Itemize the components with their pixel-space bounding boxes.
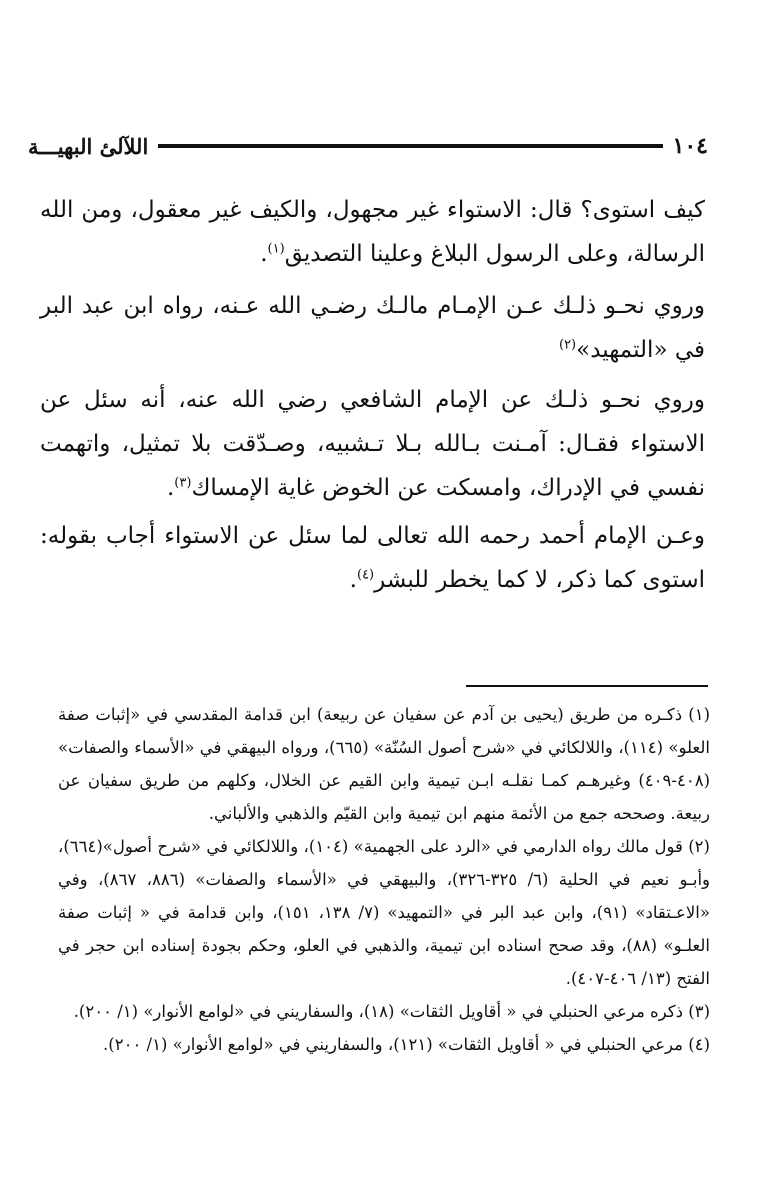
running-title: اللآلئ البهيـــة xyxy=(28,133,149,159)
page-header xyxy=(28,126,708,166)
footnote-text: ذكره مرعي الحنبلي في « أقاويل الثقات» (١٨)، والسفاريني في «لوامع الأنوار» (١/ ٢٠٠). xyxy=(73,1002,683,1021)
footnote xyxy=(58,995,710,1028)
footnote xyxy=(58,698,710,830)
page-number: ١٠٤ xyxy=(672,133,708,159)
footnote-ref: (٣) xyxy=(174,475,192,491)
footnote-ref: (٢) xyxy=(558,337,577,353)
footnote-number: (٤) xyxy=(688,1035,710,1054)
footnote-text: مرعي الحنبلي في « أقاويل الثقات» (١٢١)، والسفاريني في «لوامع الأنوار» (١/ ٢٠٠). xyxy=(103,1035,683,1054)
paragraph xyxy=(40,188,705,276)
paragraph-text: كيف استوى؟ قال: الاستواء غير مجهول، والكيف غير معقول، ومن الله الرسالة، وعلى الرسول البلاغ وعلينا التصديق xyxy=(40,197,705,267)
footnote-ref: (٤) xyxy=(356,567,375,583)
footnote-number: (٢) xyxy=(688,837,710,856)
paragraph-text: وعـن الإمام أحمد رحمه الله تعالى لما سئل عن الاستواء أجاب بقوله: استوى كما ذكر، لا كما يخطر للبشر xyxy=(40,523,705,593)
footnotes xyxy=(58,698,710,1061)
paragraph-text: وروي نحـو ذلـك عـن الإمـام مالـك رضـي الله عـنه، رواه ابن عبد البر في «التمهيد» xyxy=(40,293,705,363)
paragraph-end: . xyxy=(349,567,357,593)
footnote-text: قول مالك رواه الدارمي في «الرد على الجهمية» (١٠٤)، واللالكائي في «شرح أصول»(٦٦٤)، وأبـو نعيم في الحلية (٦/ ٣٢٥-٣٢٦)، والبيهقي في «الأسماء والصفات» (٨٨٦، ٨٦٧)، وفي «الاعـتقاد» (٩١)، وابن عبد البر في «التمهيد» (٧/ ١٣٨، ١٥١)، وابن قدامة في « إثبات صفة العلـو» (٨٨)، وقد صحح اسناده ابن تيمية، والذهبي في العلو، وحكم بجودة إسناده ابن حجر في الفتح (١٣/ ٤٠٦-٤٠٧). xyxy=(58,837,711,988)
header-rule xyxy=(158,144,662,148)
footnote-number: (٣) xyxy=(688,1002,710,1021)
footnote-number: (١) xyxy=(688,705,710,724)
footnote-separator xyxy=(466,685,708,687)
paragraph xyxy=(40,514,705,602)
paragraph-text: وروي نحـو ذلـك عن الإمام الشافعي رضي الله عنه، أنه سئل عن الاستواء فقـال: آمـنت بـالله بـلا تـشبيه، وصـدّقت بلا تمثيل، واتهمت نفسي في الإدراك، وامسكت عن الخوض غاية الإمساك xyxy=(40,387,705,501)
footnote-text: ذكـره من طريق (يحيى بن آدم عن سفيان عن ربيعة) ابن قدامة المقدسي في «إثبات صفة العلو» (١١٤)، واللالكائي في «شرح أصول السُنّة» (٦٦٥)، ورواه البيهقي في «الأسماء والصفات» (٤٠٨-٤٠٩) وغيرهـم كمـا نقلـه ابـن تيمية وابن القيم عن الخلال، وكلهم من طريق سفيان عن ربيعة. وصححه جمع من الأئمة منهم ابن تيمية وابن القيّم والذهبي والألباني. xyxy=(58,705,710,823)
footnote xyxy=(58,1028,710,1061)
paragraph-end: . xyxy=(260,241,268,267)
footnote xyxy=(58,830,710,995)
footnote-ref: (١) xyxy=(267,241,285,257)
paragraph-end: . xyxy=(166,475,175,501)
paragraph xyxy=(40,284,705,372)
paragraph xyxy=(40,378,705,510)
